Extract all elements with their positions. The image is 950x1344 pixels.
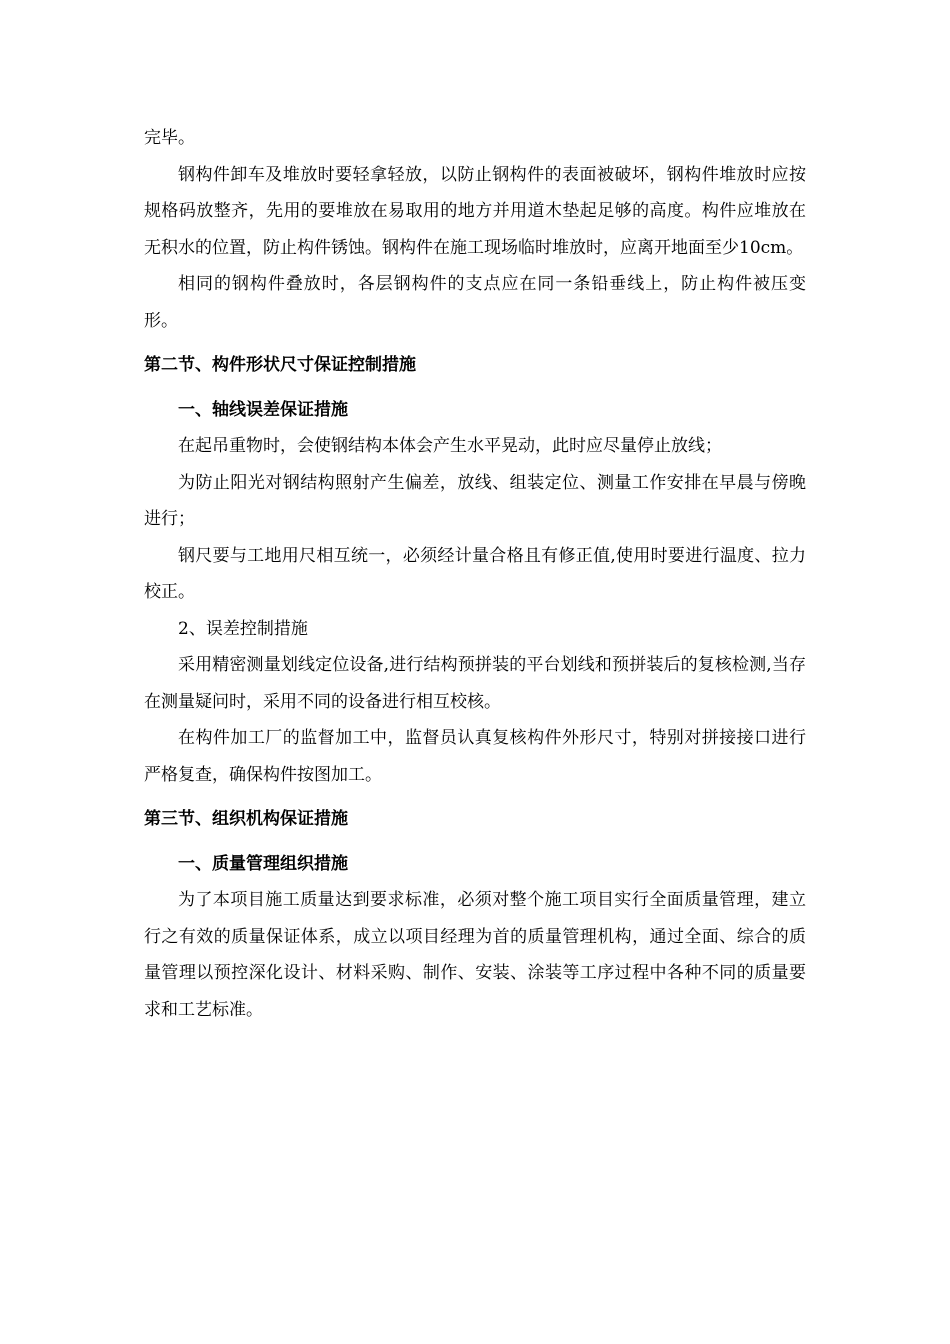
section-2-subheading-1: 一、轴线误差保证措施 xyxy=(178,399,348,420)
paragraph-factory-supervision: 在构件加工厂的监督加工中，监督员认真复核构件外形尺寸，特别对拼接接口进行严格复查，确保构件按图加工。 xyxy=(144,728,806,785)
paragraph-continuation: 完毕。 xyxy=(144,128,195,148)
section-3-subheading-1: 一、质量管理组织措施 xyxy=(178,853,348,874)
paragraph-quality-management: 为了本项目施工质量达到要求标准，必须对整个施工项目实行全面质量管理，建立行之有效的质量保证体系，成立以项目经理为首的质量管理机构，通过全面、综合的质量管理以预控深化设计、材料采购、制作、安装、涂装等工序过程中各种不同的质量要求和工艺标准。 xyxy=(144,890,806,1020)
paragraph-lifting: 在起吊重物时，会使钢结构本体会产生水平晃动，此时应尽量停止放线； xyxy=(178,436,722,456)
paragraph-steel-ruler: 钢尺要与工地用尺相互统一，必须经计量合格且有修正值,使用时要进行温度、拉力校正。 xyxy=(144,545,806,602)
paragraph-stacking: 相同的钢构件叠放时，各层钢构件的支点应在同一条铅垂线上，防止构件被压变形。 xyxy=(144,274,806,331)
section-2-title: 第二节、构件形状尺寸保证控制措施 xyxy=(144,355,416,375)
section-2-subheading-2: 2、误差控制措施 xyxy=(178,618,308,639)
paragraph-sunlight: 为防止阳光对钢结构照射产生偏差，放线、组装定位、测量工作安排在早晨与傍晚进行； xyxy=(144,472,806,529)
section-3-title: 第三节、组织机构保证措施 xyxy=(144,809,348,829)
document-body xyxy=(144,120,806,1028)
paragraph-precision-measurement: 采用精密测量划线定位设备,进行结构预拼装的平台划线和预拼装后的复核检测,当存在测量疑问时，采用不同的设备进行相互校核。 xyxy=(144,655,806,712)
paragraph-unloading-storage: 钢构件卸车及堆放时要轻拿轻放，以防止钢构件的表面被破坏，钢构件堆放时应按规格码放整齐，先用的要堆放在易取用的地方并用道木垫起足够的高度。构件应堆放在无积水的位置，防止构件锈蚀。钢构件在施工现场临时堆放时，应离开地面至少10cm。 xyxy=(144,164,806,258)
